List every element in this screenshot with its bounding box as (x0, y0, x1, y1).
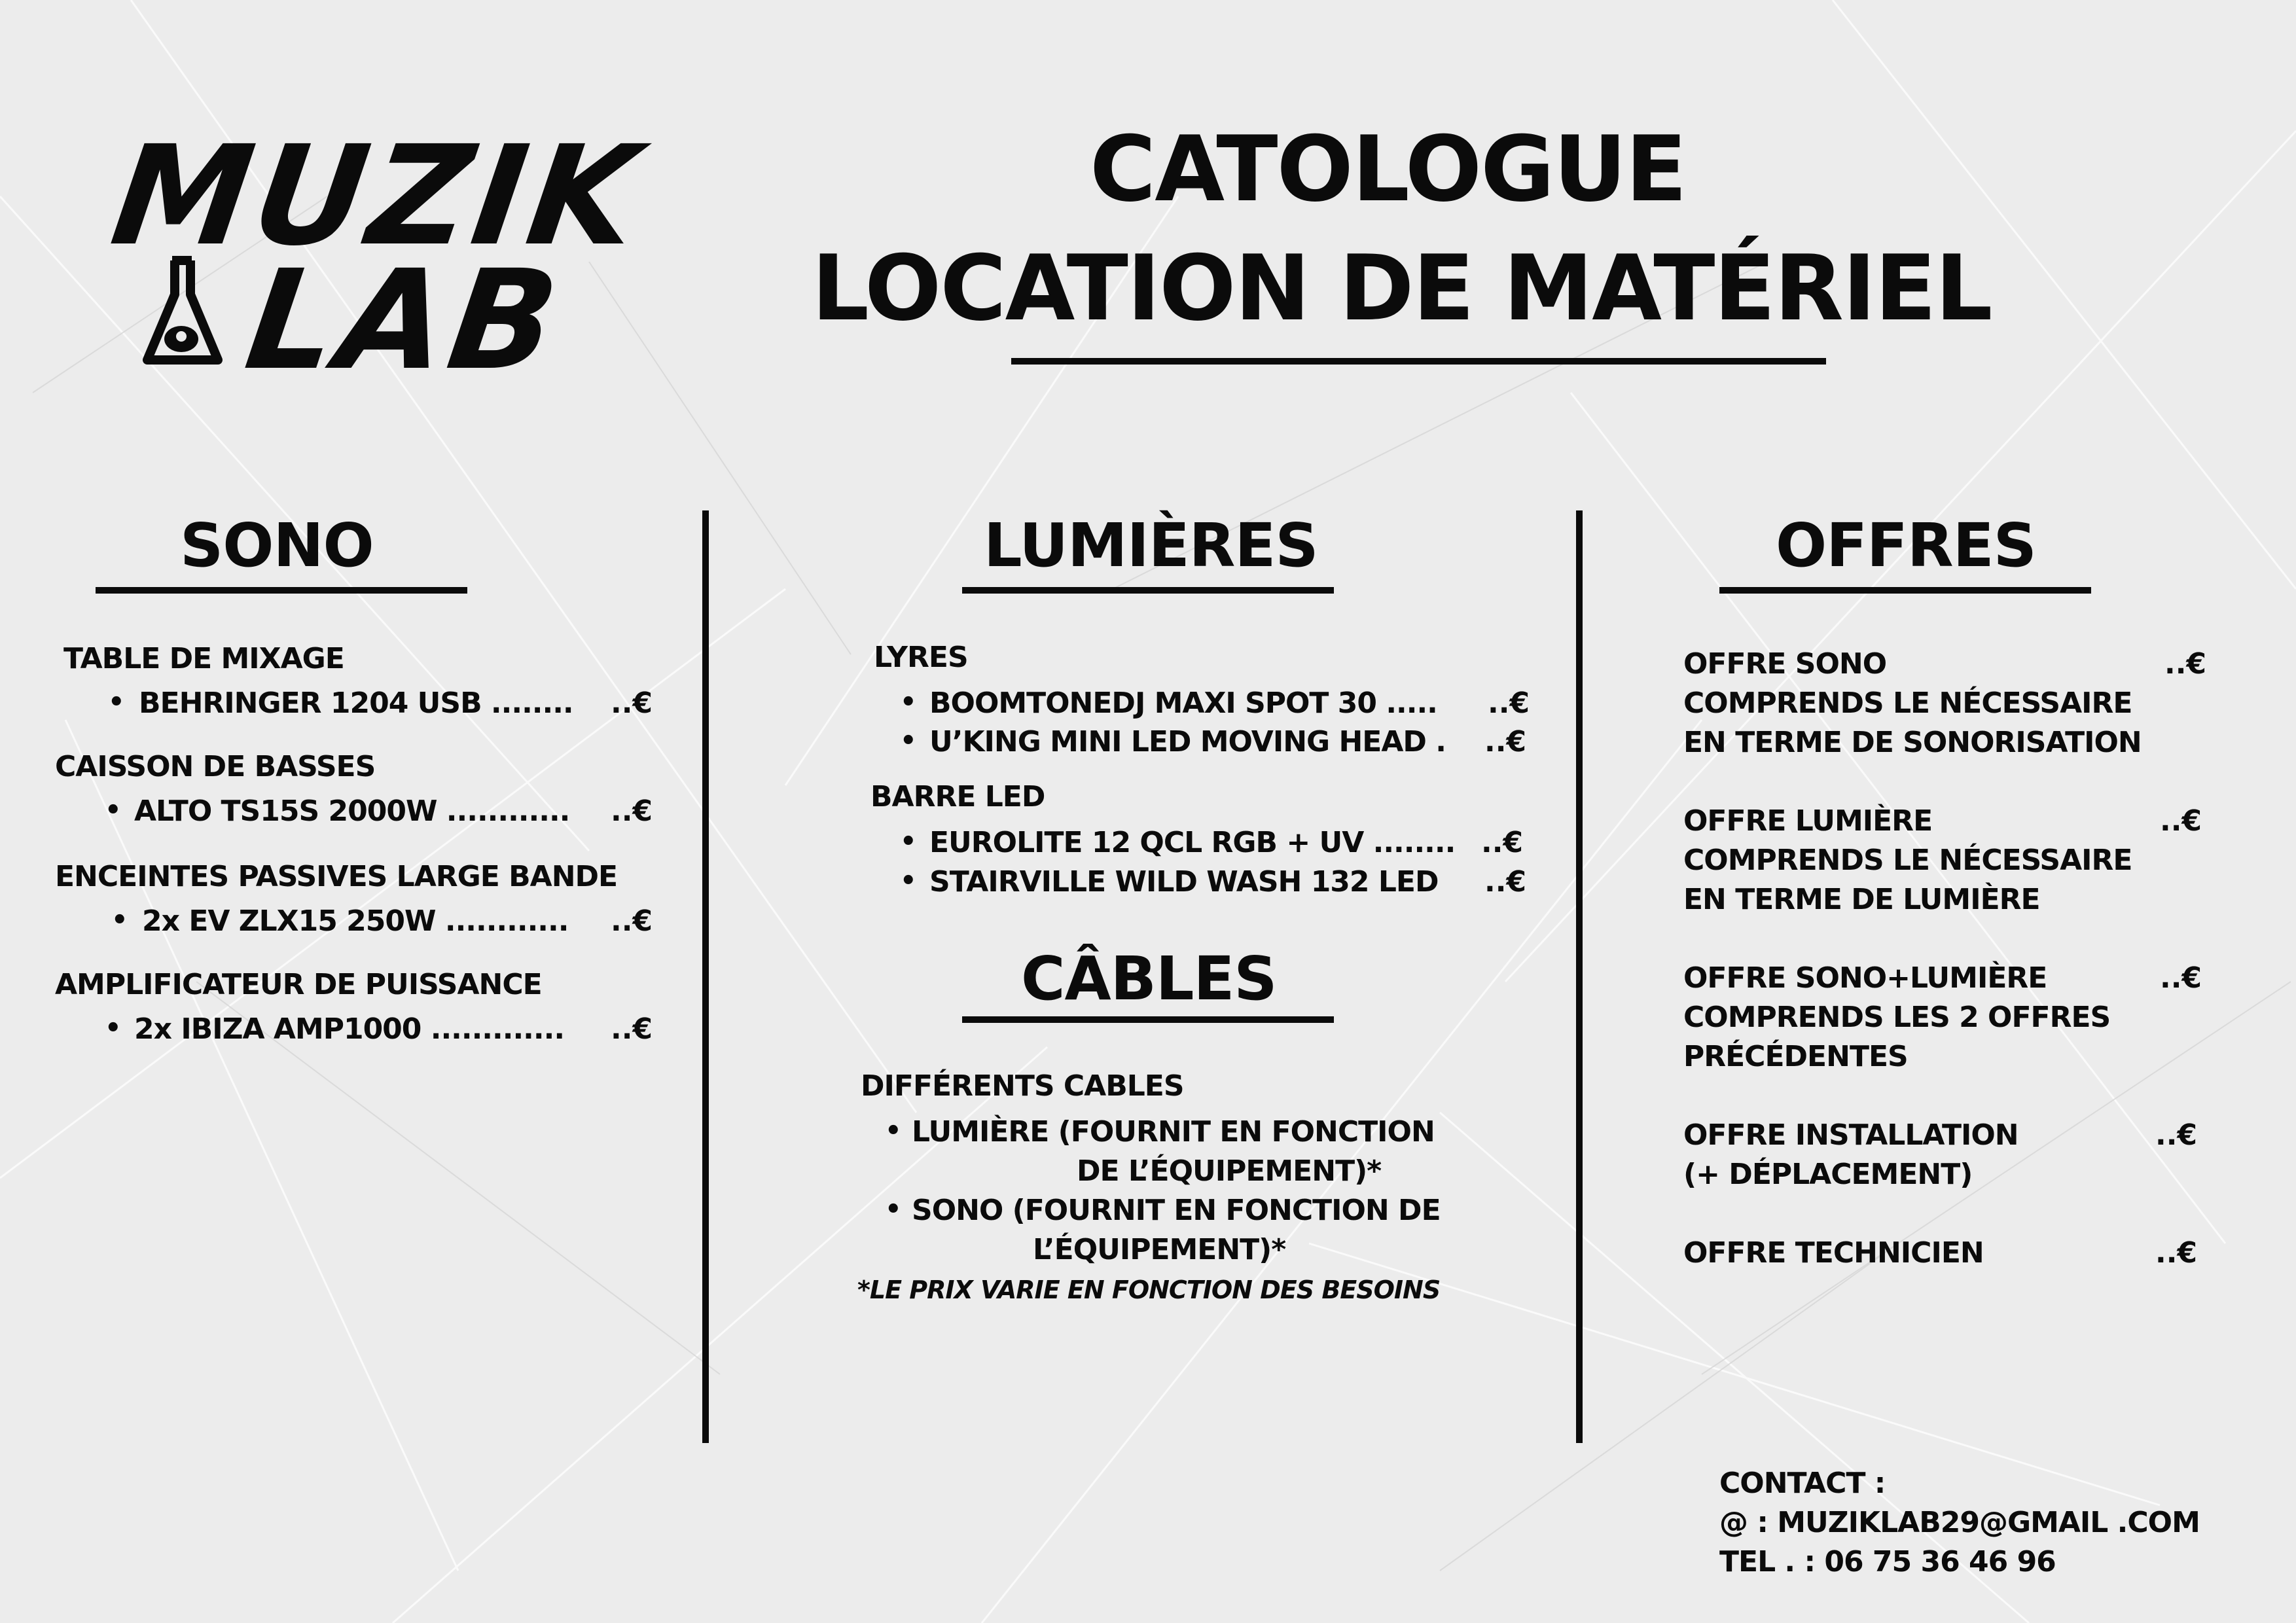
lumieres-underline (962, 587, 1334, 594)
sono-item: ALTO TS15S 2000W ............ (134, 794, 570, 828)
bullet-icon: • (900, 726, 917, 756)
lumieres-item-price: ..€ (1484, 865, 1527, 899)
lumieres-item: U’KING MINI LED MOVING HEAD . (929, 725, 1446, 758)
lumieres-item-price: ..€ (1484, 725, 1527, 758)
offre-title: OFFRE INSTALLATION (1683, 1118, 2018, 1152)
offre-description: COMPRENDS LE NÉCESSAIRE (1683, 844, 2132, 877)
bullet-icon: • (105, 795, 122, 825)
column-divider-right (1576, 510, 1583, 1443)
cables-price-note: *LE PRIX VARIE EN FONCTION DES BESOINS (857, 1275, 1441, 1304)
cables-group-label: DIFFÉRENTS CABLES (861, 1069, 1184, 1103)
cables-item-line1: LUMIÈRE (FOURNIT EN FONCTION (912, 1115, 1435, 1149)
bullet-icon: • (111, 905, 128, 935)
section-title-cables: CÂBLES (1021, 944, 1277, 1014)
offre-title: OFFRE SONO (1683, 647, 1887, 681)
cables-underline (962, 1016, 1334, 1023)
lumieres-group-label: LYRES (874, 641, 968, 674)
bullet-icon: • (108, 687, 125, 717)
page-title-line1: CATOLOGUE (1090, 116, 1686, 222)
contact-email[interactable]: @ : MUZIKLAB29@GMAIL .COM (1719, 1506, 2200, 1539)
logo-text-muzik: MUZIK (103, 116, 651, 276)
section-title-offres: OFFRES (1776, 510, 2036, 580)
sono-group-label: TABLE DE MIXAGE (63, 642, 344, 675)
cables-item-line1: SONO (FOURNIT EN FONCTION DE (912, 1194, 1441, 1227)
lumieres-group-label: BARRE LED (870, 780, 1045, 813)
offre-price: ..€ (2160, 804, 2202, 838)
bullet-icon: • (900, 827, 917, 857)
offres-underline (1719, 587, 2091, 594)
lumieres-item-price: ..€ (1481, 826, 1524, 859)
lumieres-item: BOOMTONEDJ MAXI SPOT 30 ..... (929, 687, 1437, 720)
offre-description: (+ DÉPLACEMENT) (1683, 1158, 1973, 1191)
bullet-icon: • (900, 687, 917, 717)
offre-title: OFFRE TECHNICIEN (1683, 1236, 1984, 1270)
offre-description: EN TERME DE LUMIÈRE (1683, 883, 2040, 916)
bullet-icon: • (105, 1013, 122, 1043)
lumieres-item: STAIRVILLE WILD WASH 132 LED (929, 865, 1439, 899)
offre-description: COMPRENDS LE NÉCESSAIRE (1683, 687, 2132, 720)
contact-phone[interactable]: TEL . : 06 75 36 46 96 (1719, 1545, 2056, 1578)
sono-group-label: AMPLIFICATEUR DE PUISSANCE (55, 968, 542, 1001)
sono-item-price: ..€ (611, 1012, 653, 1046)
bullet-icon: • (885, 1116, 902, 1146)
sono-underline (96, 587, 467, 594)
bullet-icon: • (900, 866, 917, 896)
lumieres-item-price: ..€ (1488, 687, 1530, 720)
sono-item: 2x EV ZLX15 250W ............ (142, 904, 569, 938)
offre-description: EN TERME DE SONORISATION (1683, 726, 2142, 759)
section-title-lumieres: LUMIÈRES (984, 510, 1318, 580)
offre-price: ..€ (2155, 1118, 2198, 1152)
page-title-line2: LOCATION DE MATÉRIEL (812, 236, 1992, 341)
offre-description: PRÉCÉDENTES (1683, 1040, 1908, 1073)
logo-text-lab: LAB (237, 240, 571, 401)
sono-group-label: ENCEINTES PASSIVES LARGE BANDE (55, 860, 618, 893)
offre-title: OFFRE SONO+LUMIÈRE (1683, 961, 2047, 995)
sono-item-price: ..€ (611, 904, 653, 938)
sono-group-label: CAISSON DE BASSES (55, 750, 376, 783)
contact-heading: CONTACT : (1719, 1467, 1886, 1500)
flask-icon (141, 255, 226, 370)
title-underline (1011, 358, 1826, 365)
sono-item-price: ..€ (611, 794, 653, 828)
offre-description: COMPRENDS LES 2 OFFRES (1683, 1001, 2111, 1034)
section-title-sono: SONO (180, 510, 374, 580)
lumieres-item: EUROLITE 12 QCL RGB + UV ........ (929, 826, 1456, 859)
offre-price: ..€ (2160, 961, 2202, 995)
cables-item-line2: DE L’ÉQUIPEMENT)* (1077, 1154, 1382, 1188)
offre-title: OFFRE LUMIÈRE (1683, 804, 1933, 838)
offre-price: ..€ (2164, 647, 2207, 681)
sono-item-price: ..€ (611, 687, 653, 720)
offre-price: ..€ (2155, 1236, 2198, 1270)
sono-item: 2x IBIZA AMP1000 ............. (134, 1012, 565, 1046)
cables-item-line2: L’ÉQUIPEMENT)* (1033, 1233, 1286, 1266)
sono-item: BEHRINGER 1204 USB ........ (139, 687, 573, 720)
column-divider-left (702, 510, 709, 1443)
bullet-icon: • (885, 1194, 902, 1224)
